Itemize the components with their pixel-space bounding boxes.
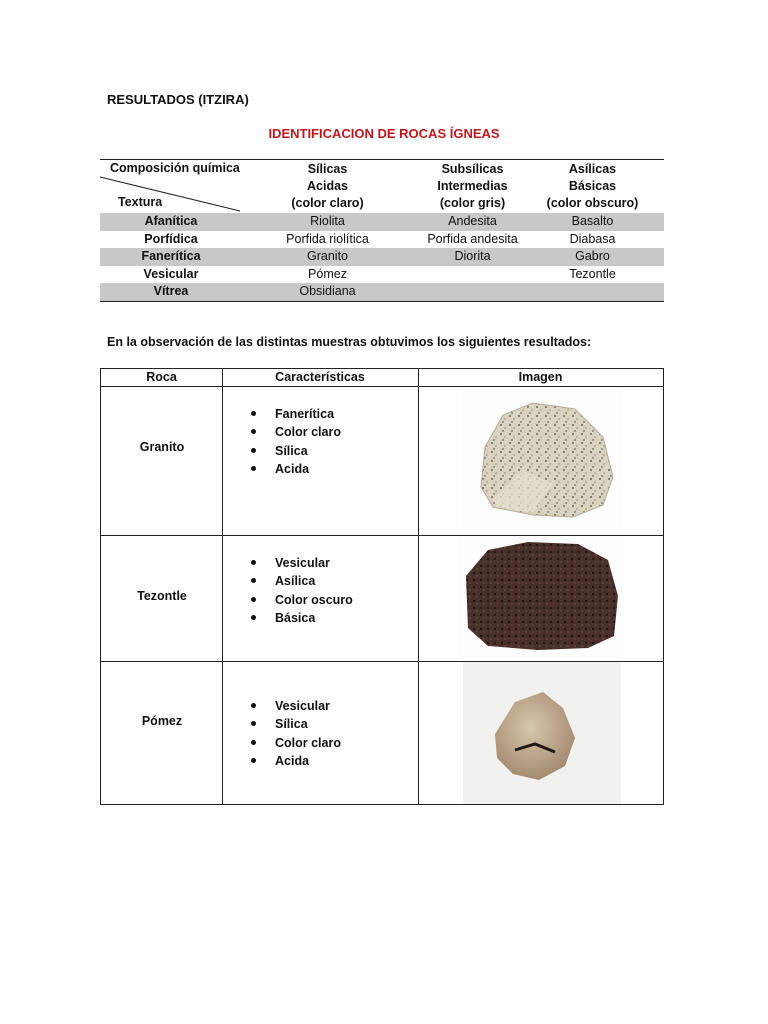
features-list-pomez xyxy=(251,697,341,770)
bullet-icon xyxy=(251,758,256,763)
corner-label-texture: Textura xyxy=(118,195,163,209)
bullet-icon xyxy=(251,466,256,471)
pomez-photo xyxy=(463,662,621,804)
rock-name-tezontle: Tezontle xyxy=(137,589,187,603)
column-header-rock: Roca xyxy=(146,370,177,384)
table-top-rule xyxy=(100,159,664,160)
list-item: Color claro xyxy=(251,734,341,752)
table-bottom-rule xyxy=(100,301,664,302)
bullet-icon xyxy=(251,411,256,416)
list-item: Fanerítica xyxy=(251,405,341,423)
rock-name-granito: Granito xyxy=(139,440,185,454)
list-item: Acida xyxy=(251,460,341,478)
results-table xyxy=(100,368,664,805)
rock-name-pomez: Pómez xyxy=(141,714,183,728)
corner-label-composition: Composición química xyxy=(110,161,240,175)
column-header-silicas: Sílicas Acidas (color claro) xyxy=(291,162,364,210)
column-divider xyxy=(222,369,223,804)
table-row: Porfídica Porfida riolítica Porfida andesita Diabasa xyxy=(144,231,616,246)
list-item: Vesicular xyxy=(251,554,353,572)
list-item: Sílica xyxy=(251,715,341,733)
table-row: Vesicular Pómez Tezontle xyxy=(143,266,616,281)
bullet-icon xyxy=(251,578,256,583)
bullet-icon xyxy=(251,429,256,434)
list-item: Color oscuro xyxy=(251,591,353,609)
table-row: Vítrea Obsidiana xyxy=(100,283,664,301)
column-divider xyxy=(418,369,419,804)
column-header-asilicas: Asílicas Básicas (color obscuro) xyxy=(546,162,639,210)
list-item: Color claro xyxy=(251,423,341,441)
bullet-icon xyxy=(251,615,256,620)
list-item: Básica xyxy=(251,609,353,627)
bullet-icon xyxy=(251,703,256,708)
bullet-icon xyxy=(251,721,256,726)
list-item: Asílica xyxy=(251,572,353,590)
list-item: Sílica xyxy=(251,442,341,460)
list-item: Vesicular xyxy=(251,697,341,715)
features-list-tezontle xyxy=(251,554,353,627)
granite-photo xyxy=(463,387,621,534)
table-row: Afanítica Riolita Andesita Basalto xyxy=(100,213,664,231)
table-row: Fanerítica Granito Diorita Gabro xyxy=(100,248,664,266)
bullet-icon xyxy=(251,740,256,745)
column-header-image: Imagen xyxy=(518,370,563,384)
bullet-icon xyxy=(251,560,256,565)
list-item: Acida xyxy=(251,752,341,770)
features-list-granito xyxy=(251,405,341,478)
page-heading: RESULTADOS (ITZIRA) xyxy=(107,92,249,107)
column-header-subsilicas: Subsílicas Intermedias (color gris) xyxy=(437,162,508,210)
bullet-icon xyxy=(251,448,256,453)
tezontle-photo xyxy=(458,536,624,660)
table-title: IDENTIFICACION DE ROCAS ÍGNEAS xyxy=(268,126,500,141)
intro-paragraph: En la observación de las distintas muestras obtuvimos los siguientes resultados: xyxy=(107,335,592,349)
classification-table xyxy=(100,159,664,302)
column-header-characteristics: Características xyxy=(275,370,365,384)
bullet-icon xyxy=(251,597,256,602)
